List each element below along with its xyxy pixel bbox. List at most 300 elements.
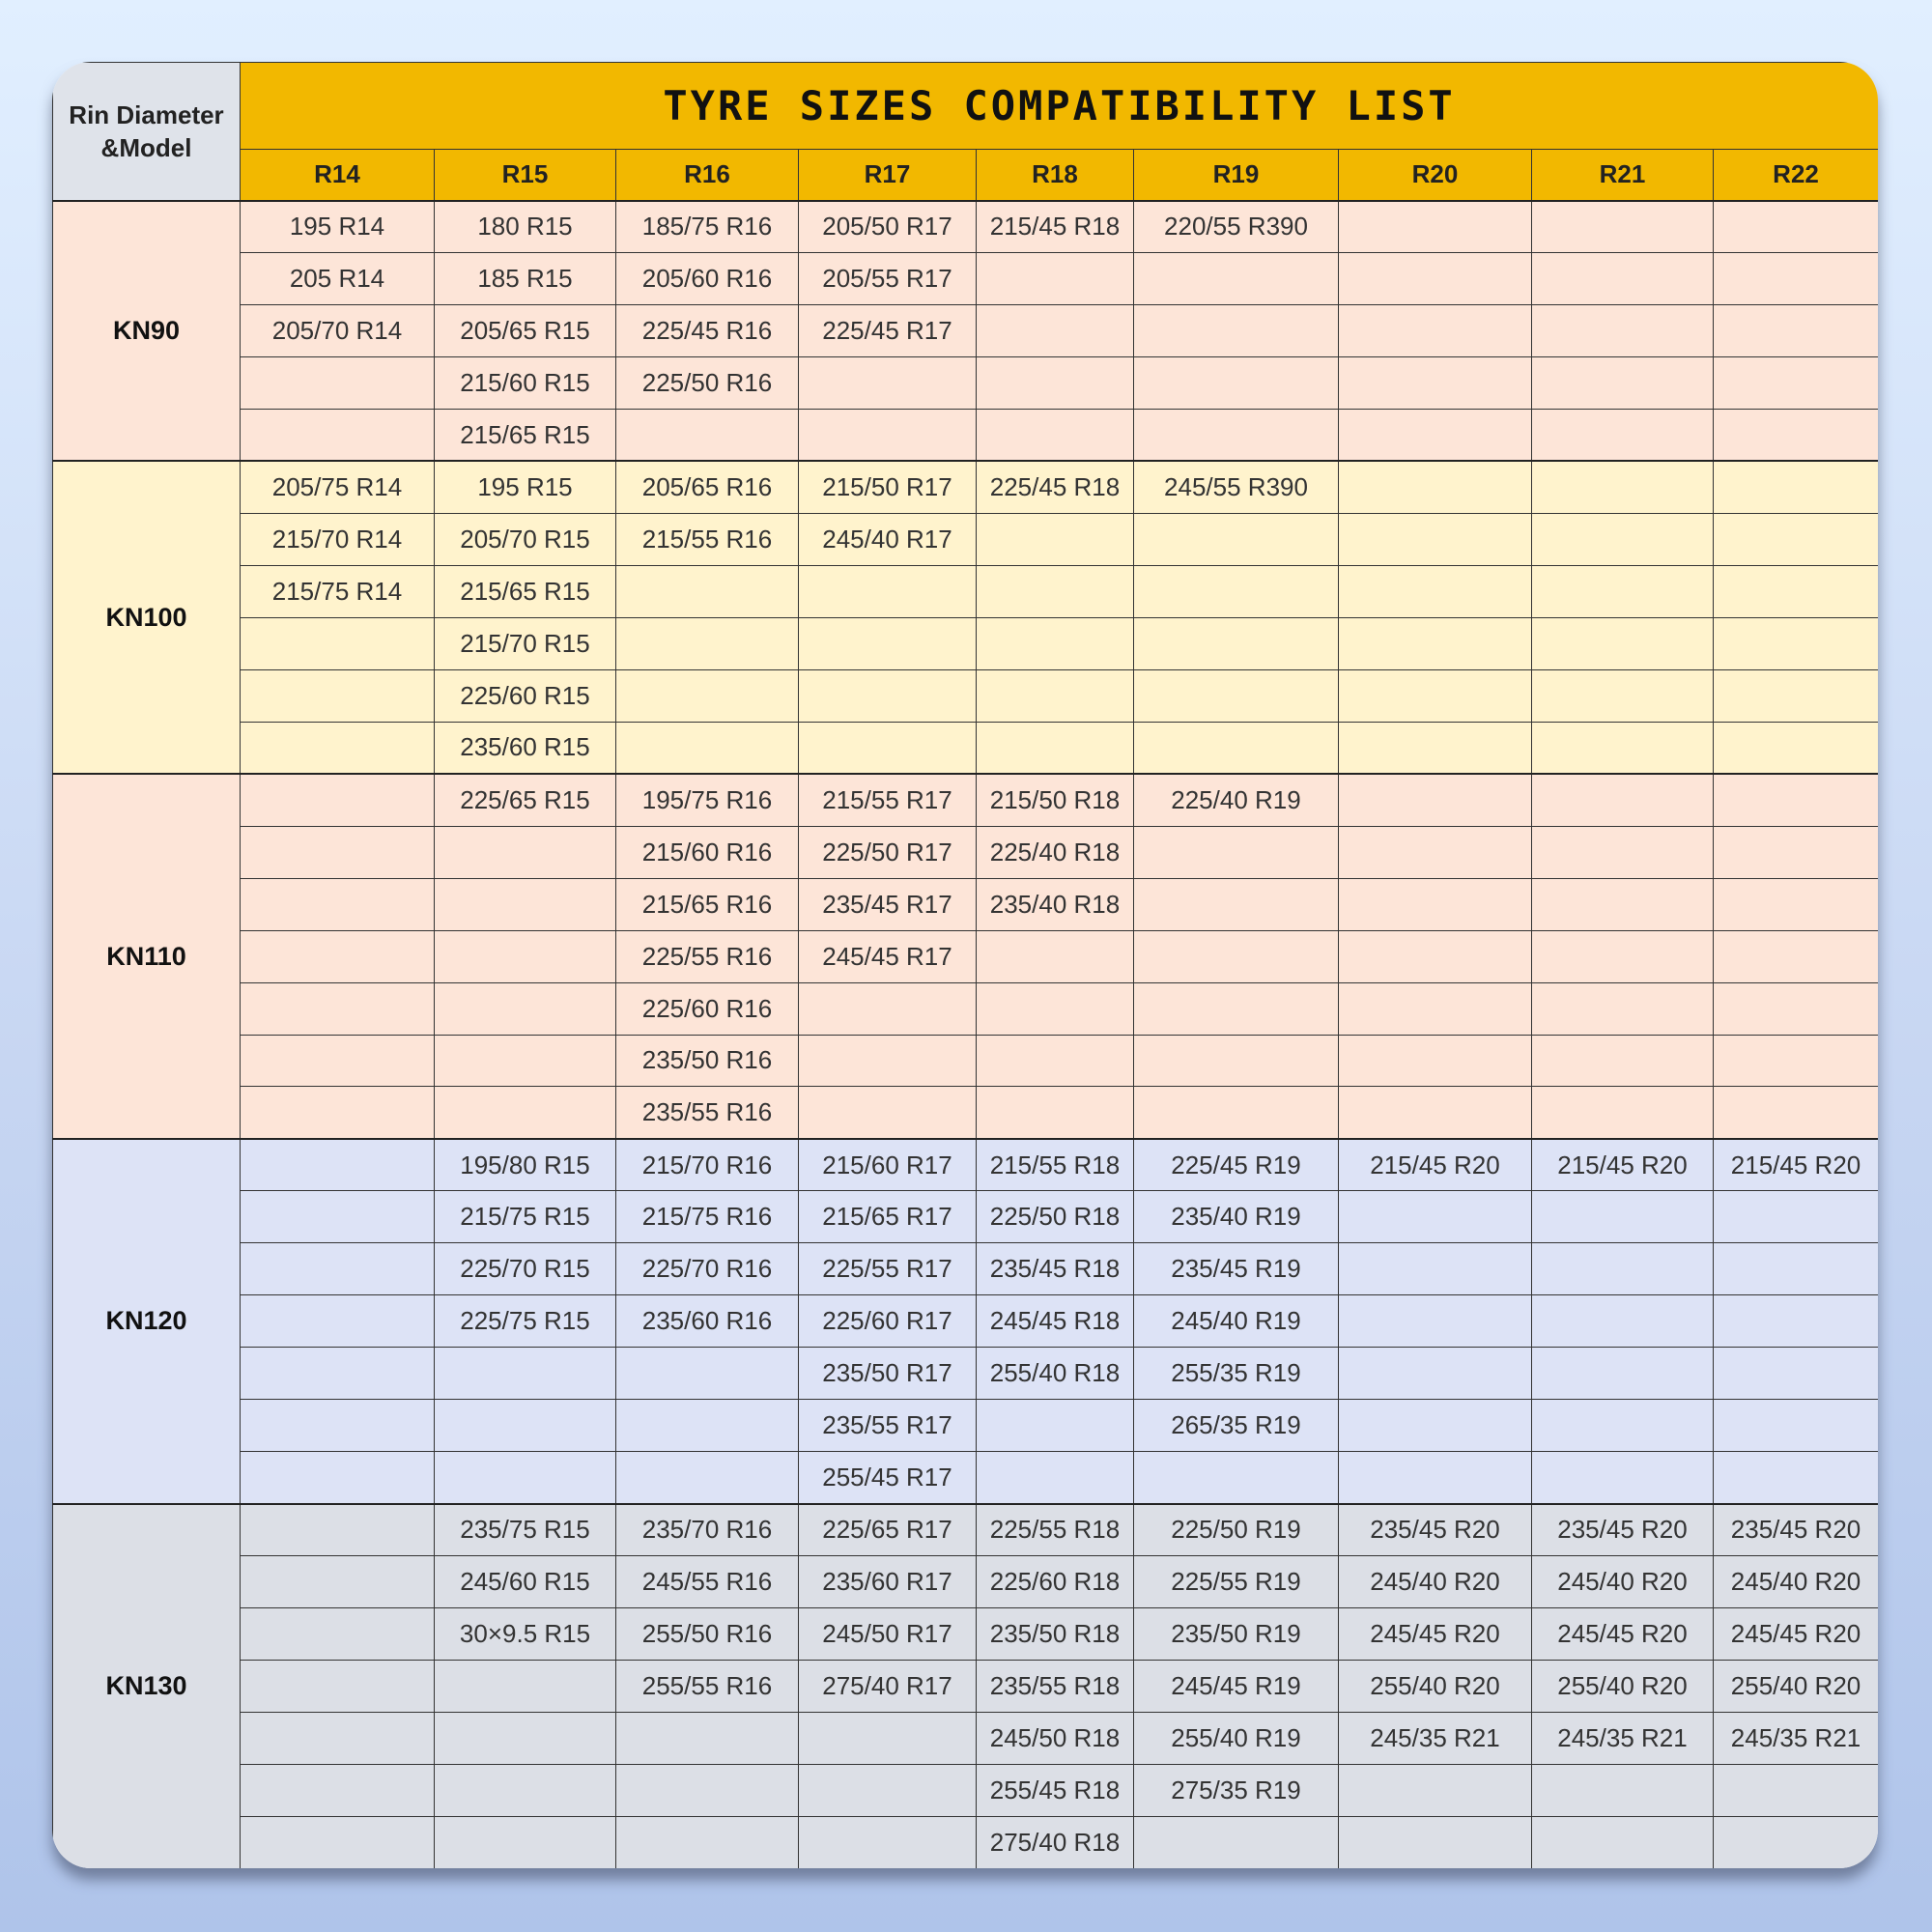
tyre-size-cell xyxy=(241,669,435,722)
tyre-size-cell: 225/70 R16 xyxy=(616,1243,799,1295)
tyre-size-cell xyxy=(1714,1243,1879,1295)
tyre-size-cell xyxy=(241,826,435,878)
tyre-size-cell xyxy=(1532,461,1714,513)
tyre-size-cell xyxy=(1339,1295,1532,1348)
tyre-size-cell xyxy=(1339,774,1532,826)
tyre-size-cell xyxy=(435,826,616,878)
tyre-size-cell: 235/45 R18 xyxy=(977,1243,1134,1295)
tyre-size-cell xyxy=(1134,1452,1339,1504)
tyre-size-cell: 245/45 R17 xyxy=(799,930,977,982)
tyre-size-cell xyxy=(1134,409,1339,461)
tyre-size-cell xyxy=(241,982,435,1035)
tyre-size-cell: 195 R14 xyxy=(241,201,435,253)
tyre-size-cell xyxy=(977,1452,1134,1504)
tyre-size-cell xyxy=(1339,617,1532,669)
tyre-size-cell xyxy=(1532,1243,1714,1295)
tyre-size-cell xyxy=(1714,1817,1879,1868)
tyre-size-cell xyxy=(1134,878,1339,930)
tyre-size-cell xyxy=(977,513,1134,565)
tyre-size-cell xyxy=(1532,1087,1714,1139)
tyre-size-cell: 265/35 R19 xyxy=(1134,1400,1339,1452)
tyre-size-cell xyxy=(799,982,977,1035)
model-kn120: KN120 xyxy=(53,1139,241,1504)
tyre-size-cell xyxy=(435,1452,616,1504)
tyre-size-cell xyxy=(1714,722,1879,774)
tyre-size-cell xyxy=(1532,409,1714,461)
tyre-size-cell: 225/55 R16 xyxy=(616,930,799,982)
tyre-size-cell: 225/60 R17 xyxy=(799,1295,977,1348)
tyre-size-cell: 215/55 R16 xyxy=(616,513,799,565)
table-row xyxy=(53,1139,1879,1191)
tyre-size-cell xyxy=(1339,1452,1532,1504)
tyre-size-cell xyxy=(977,982,1134,1035)
model-kn130: KN130 xyxy=(53,1504,241,1868)
tyre-size-cell: 225/50 R18 xyxy=(977,1191,1134,1243)
tyre-size-cell: 225/60 R16 xyxy=(616,982,799,1035)
tyre-size-cell xyxy=(1339,1087,1532,1139)
table-row xyxy=(53,1295,1879,1348)
table-row xyxy=(53,1817,1879,1868)
tyre-size-cell xyxy=(241,722,435,774)
tyre-size-cell: 195 R15 xyxy=(435,461,616,513)
tyre-size-cell: 255/40 R19 xyxy=(1134,1713,1339,1765)
tyre-size-cell xyxy=(1339,826,1532,878)
tyre-size-cell: 235/60 R17 xyxy=(799,1556,977,1608)
table-row xyxy=(53,930,1879,982)
table-row xyxy=(53,1608,1879,1661)
tyre-size-cell xyxy=(1714,1400,1879,1452)
tyre-size-cell xyxy=(1532,1348,1714,1400)
tyre-size-cell xyxy=(977,356,1134,409)
tyre-size-cell xyxy=(1532,1765,1714,1817)
tyre-size-cell xyxy=(435,1035,616,1087)
tyre-size-cell xyxy=(1339,1817,1532,1868)
tyre-size-cell: 225/45 R18 xyxy=(977,461,1134,513)
tyre-size-cell xyxy=(1339,356,1532,409)
tyre-size-cell: 225/50 R17 xyxy=(799,826,977,878)
tyre-size-cell: 235/40 R19 xyxy=(1134,1191,1339,1243)
tyre-size-cell xyxy=(241,1087,435,1139)
tyre-size-cell xyxy=(435,982,616,1035)
tyre-size-cell: 255/40 R20 xyxy=(1532,1661,1714,1713)
tyre-size-cell: 245/50 R18 xyxy=(977,1713,1134,1765)
tyre-size-cell: 255/45 R17 xyxy=(799,1452,977,1504)
model-kn90: KN90 xyxy=(53,201,241,462)
tyre-size-cell: 235/40 R18 xyxy=(977,878,1134,930)
tyre-size-cell xyxy=(616,409,799,461)
tyre-size-cell: 235/55 R18 xyxy=(977,1661,1134,1713)
tyre-size-cell xyxy=(1134,826,1339,878)
tyre-size-cell: 215/45 R20 xyxy=(1339,1139,1532,1191)
tyre-size-cell: 215/65 R16 xyxy=(616,878,799,930)
tyre-size-cell: 225/40 R18 xyxy=(977,826,1134,878)
tyre-size-cell xyxy=(616,1765,799,1817)
tyre-size-cell: 255/50 R16 xyxy=(616,1608,799,1661)
tyre-size-cell xyxy=(977,304,1134,356)
tyre-size-cell: 185 R15 xyxy=(435,252,616,304)
tyre-size-cell xyxy=(241,1400,435,1452)
table-title: TYRE SIZES COMPATIBILITY LIST xyxy=(241,63,1879,150)
tyre-size-cell: 235/75 R15 xyxy=(435,1504,616,1556)
tyre-size-cell xyxy=(1339,565,1532,617)
tyre-size-cell xyxy=(977,930,1134,982)
table-row xyxy=(53,565,1879,617)
tyre-size-cell xyxy=(1532,826,1714,878)
tyre-size-cell xyxy=(799,356,977,409)
tyre-size-cell xyxy=(1532,617,1714,669)
tyre-size-cell xyxy=(799,722,977,774)
tyre-size-cell xyxy=(1532,1295,1714,1348)
tyre-size-cell: 205/50 R17 xyxy=(799,201,977,253)
tyre-size-cell: 185/75 R16 xyxy=(616,201,799,253)
tyre-size-cell xyxy=(1134,513,1339,565)
tyre-size-cell xyxy=(241,1035,435,1087)
tyre-size-cell xyxy=(616,1817,799,1868)
tyre-size-cell: 215/70 R16 xyxy=(616,1139,799,1191)
tyre-size-cell xyxy=(616,617,799,669)
table-row xyxy=(53,1452,1879,1504)
tyre-size-cell xyxy=(799,409,977,461)
tyre-size-cell xyxy=(1339,982,1532,1035)
tyre-size-cell: 245/60 R15 xyxy=(435,1556,616,1608)
tyre-size-cell xyxy=(977,722,1134,774)
tyre-size-cell: 235/45 R20 xyxy=(1532,1504,1714,1556)
tyre-size-cell xyxy=(1714,669,1879,722)
tyre-size-cell: 225/50 R16 xyxy=(616,356,799,409)
tyre-size-cell xyxy=(1532,1400,1714,1452)
tyre-size-cell xyxy=(1714,1348,1879,1400)
rim-header-r19: R19 xyxy=(1134,150,1339,201)
tyre-size-cell xyxy=(616,1400,799,1452)
tyre-size-cell: 225/75 R15 xyxy=(435,1295,616,1348)
tyre-size-cell: 245/55 R390 xyxy=(1134,461,1339,513)
tyre-size-cell: 235/60 R15 xyxy=(435,722,616,774)
tyre-size-cell: 235/60 R16 xyxy=(616,1295,799,1348)
tyre-size-cell: 235/70 R16 xyxy=(616,1504,799,1556)
tyre-size-cell: 245/40 R17 xyxy=(799,513,977,565)
table-row xyxy=(53,982,1879,1035)
tyre-size-cell xyxy=(1339,1243,1532,1295)
tyre-size-cell: 195/80 R15 xyxy=(435,1139,616,1191)
tyre-size-cell xyxy=(241,1556,435,1608)
rim-header-r21: R21 xyxy=(1532,150,1714,201)
tyre-size-cell: 205/65 R16 xyxy=(616,461,799,513)
tyre-size-cell xyxy=(435,1087,616,1139)
tyre-size-cell xyxy=(1339,930,1532,982)
tyre-size-cell xyxy=(241,1295,435,1348)
table-row xyxy=(53,513,1879,565)
table-row xyxy=(53,722,1879,774)
tyre-size-cell: 235/55 R16 xyxy=(616,1087,799,1139)
tyre-size-cell: 225/60 R15 xyxy=(435,669,616,722)
tyre-size-cell: 215/45 R20 xyxy=(1714,1139,1879,1191)
tyre-size-cell xyxy=(241,409,435,461)
compatibility-table xyxy=(52,62,1878,1868)
tyre-size-cell: 215/60 R15 xyxy=(435,356,616,409)
tyre-size-cell: 235/45 R19 xyxy=(1134,1243,1339,1295)
model-kn100: KN100 xyxy=(53,461,241,774)
tyre-size-cell: 245/40 R20 xyxy=(1339,1556,1532,1608)
tyre-size-cell: 225/70 R15 xyxy=(435,1243,616,1295)
tyre-size-cell xyxy=(616,1348,799,1400)
table-row xyxy=(53,826,1879,878)
table-row xyxy=(53,409,1879,461)
table-row xyxy=(53,617,1879,669)
tyre-size-cell xyxy=(1134,617,1339,669)
tyre-size-cell: 215/65 R17 xyxy=(799,1191,977,1243)
tyre-size-cell xyxy=(1134,930,1339,982)
tyre-size-cell xyxy=(1339,669,1532,722)
tyre-size-cell xyxy=(1532,1035,1714,1087)
tyre-size-cell xyxy=(1339,1191,1532,1243)
tyre-size-cell xyxy=(1134,982,1339,1035)
tyre-size-cell xyxy=(616,1713,799,1765)
tyre-size-cell: 205 R14 xyxy=(241,252,435,304)
table-row xyxy=(53,1035,1879,1087)
tyre-size-cell xyxy=(1339,201,1532,253)
tyre-size-cell xyxy=(241,1243,435,1295)
tyre-size-cell xyxy=(1339,878,1532,930)
table-row xyxy=(53,201,1879,253)
tyre-size-cell: 225/40 R19 xyxy=(1134,774,1339,826)
tyre-size-cell: 215/50 R17 xyxy=(799,461,977,513)
tyre-size-cell xyxy=(1714,617,1879,669)
tyre-size-cell: 215/55 R17 xyxy=(799,774,977,826)
tyre-size-cell: 215/50 R18 xyxy=(977,774,1134,826)
tyre-size-cell: 235/50 R18 xyxy=(977,1608,1134,1661)
tyre-size-cell xyxy=(1134,304,1339,356)
tyre-size-cell xyxy=(435,1713,616,1765)
tyre-size-cell xyxy=(1532,982,1714,1035)
tyre-size-cell: 245/35 R21 xyxy=(1532,1713,1714,1765)
tyre-size-cell: 255/40 R18 xyxy=(977,1348,1134,1400)
table-row xyxy=(53,1661,1879,1713)
tyre-size-cell: 225/45 R17 xyxy=(799,304,977,356)
tyre-size-cell xyxy=(1134,722,1339,774)
tyre-size-cell xyxy=(435,1661,616,1713)
tyre-size-cell xyxy=(1714,1191,1879,1243)
tyre-size-cell: 30×9.5 R15 xyxy=(435,1608,616,1661)
tyre-size-cell xyxy=(977,565,1134,617)
tyre-size-cell xyxy=(1714,304,1879,356)
tyre-size-cell xyxy=(1714,409,1879,461)
tyre-size-cell xyxy=(1134,356,1339,409)
tyre-size-cell: 215/75 R15 xyxy=(435,1191,616,1243)
tyre-size-cell xyxy=(977,669,1134,722)
tyre-size-cell xyxy=(1339,722,1532,774)
tyre-size-cell xyxy=(1532,252,1714,304)
tyre-size-cell xyxy=(241,930,435,982)
tyre-size-cell: 275/40 R18 xyxy=(977,1817,1134,1868)
table-row xyxy=(53,669,1879,722)
tyre-size-cell xyxy=(1339,304,1532,356)
tyre-size-cell xyxy=(1714,1765,1879,1817)
tyre-size-cell xyxy=(1532,201,1714,253)
tyre-size-cell xyxy=(799,1713,977,1765)
table-row xyxy=(53,1556,1879,1608)
tyre-size-cell: 225/45 R19 xyxy=(1134,1139,1339,1191)
tyre-size-cell xyxy=(1714,356,1879,409)
tyre-size-cell xyxy=(241,1504,435,1556)
tyre-size-cell xyxy=(241,774,435,826)
table-row xyxy=(53,1243,1879,1295)
tyre-size-cell xyxy=(1532,669,1714,722)
tyre-size-cell: 255/40 R20 xyxy=(1714,1661,1879,1713)
rim-header-r22: R22 xyxy=(1714,150,1879,201)
tyre-size-cell xyxy=(977,1087,1134,1139)
tyre-size-cell xyxy=(1532,356,1714,409)
tyre-size-cell xyxy=(799,1817,977,1868)
rim-header-r15: R15 xyxy=(435,150,616,201)
table-row xyxy=(53,1348,1879,1400)
corner-label: Rin Diameter &Model xyxy=(69,99,224,162)
tyre-size-cell xyxy=(241,1608,435,1661)
tyre-size-cell: 275/40 R17 xyxy=(799,1661,977,1713)
tyre-size-cell: 215/65 R15 xyxy=(435,565,616,617)
table-row xyxy=(53,1765,1879,1817)
tyre-size-cell: 215/70 R15 xyxy=(435,617,616,669)
tyre-size-cell xyxy=(1532,930,1714,982)
tyre-size-cell xyxy=(1714,774,1879,826)
tyre-size-cell: 245/35 R21 xyxy=(1339,1713,1532,1765)
tyre-size-cell: 235/50 R17 xyxy=(799,1348,977,1400)
tyre-size-cell: 245/55 R16 xyxy=(616,1556,799,1608)
tyre-size-cell: 245/40 R19 xyxy=(1134,1295,1339,1348)
tyre-size-cell xyxy=(1339,1400,1532,1452)
table-row xyxy=(53,1504,1879,1556)
tyre-size-cell xyxy=(977,617,1134,669)
tyre-size-cell xyxy=(1714,252,1879,304)
tyre-size-cell xyxy=(1532,1452,1714,1504)
tyre-size-cell xyxy=(1134,1087,1339,1139)
tyre-size-cell xyxy=(1714,1035,1879,1087)
corner-header xyxy=(53,63,241,201)
tyre-size-cell xyxy=(1339,409,1532,461)
tyre-size-cell xyxy=(977,252,1134,304)
tyre-size-cell xyxy=(1532,1191,1714,1243)
tyre-size-cell xyxy=(1714,201,1879,253)
tyre-size-cell: 245/40 R20 xyxy=(1714,1556,1879,1608)
tyre-size-cell xyxy=(435,930,616,982)
tyre-size-cell xyxy=(1134,252,1339,304)
tyre-size-cell xyxy=(1339,1035,1532,1087)
tyre-size-cell xyxy=(435,1348,616,1400)
tyre-size-cell: 215/75 R16 xyxy=(616,1191,799,1243)
rim-header-r20: R20 xyxy=(1339,150,1532,201)
tyre-size-cell xyxy=(241,1452,435,1504)
compatibility-card xyxy=(52,62,1878,1868)
tyre-size-cell: 245/45 R20 xyxy=(1339,1608,1532,1661)
tyre-size-cell: 195/75 R16 xyxy=(616,774,799,826)
tyre-size-cell xyxy=(241,617,435,669)
tyre-size-cell xyxy=(241,1139,435,1191)
tyre-size-cell: 205/75 R14 xyxy=(241,461,435,513)
tyre-size-cell xyxy=(977,1400,1134,1452)
tyre-size-cell xyxy=(241,1191,435,1243)
tyre-size-cell xyxy=(435,1400,616,1452)
table-row xyxy=(53,1087,1879,1139)
tyre-size-cell xyxy=(1714,1452,1879,1504)
tyre-size-cell xyxy=(1339,461,1532,513)
tyre-size-cell xyxy=(1532,513,1714,565)
tyre-size-cell: 215/70 R14 xyxy=(241,513,435,565)
table-row xyxy=(53,1400,1879,1452)
tyre-size-cell xyxy=(241,1661,435,1713)
tyre-size-cell xyxy=(241,1348,435,1400)
tyre-size-cell: 215/65 R15 xyxy=(435,409,616,461)
tyre-size-cell xyxy=(1339,513,1532,565)
tyre-size-cell: 180 R15 xyxy=(435,201,616,253)
tyre-size-cell: 215/55 R18 xyxy=(977,1139,1134,1191)
tyre-size-cell xyxy=(1714,1295,1879,1348)
tyre-size-cell xyxy=(799,617,977,669)
tyre-size-cell xyxy=(1134,669,1339,722)
table-row xyxy=(53,1713,1879,1765)
tyre-size-cell: 205/70 R15 xyxy=(435,513,616,565)
tyre-size-cell xyxy=(799,669,977,722)
tyre-size-cell: 225/45 R16 xyxy=(616,304,799,356)
tyre-size-cell: 205/65 R15 xyxy=(435,304,616,356)
tyre-size-cell xyxy=(1714,1087,1879,1139)
table-row xyxy=(53,304,1879,356)
tyre-size-cell: 215/60 R16 xyxy=(616,826,799,878)
tyre-size-cell xyxy=(799,1087,977,1139)
tyre-size-cell xyxy=(241,878,435,930)
rim-header-r14: R14 xyxy=(241,150,435,201)
tyre-size-cell: 255/35 R19 xyxy=(1134,1348,1339,1400)
tyre-size-cell xyxy=(1134,565,1339,617)
tyre-size-cell xyxy=(799,1765,977,1817)
tyre-size-cell xyxy=(616,565,799,617)
tyre-size-cell xyxy=(435,878,616,930)
table-row xyxy=(53,356,1879,409)
tyre-size-cell: 225/65 R15 xyxy=(435,774,616,826)
tyre-size-cell: 225/55 R19 xyxy=(1134,1556,1339,1608)
tyre-size-cell xyxy=(1714,513,1879,565)
tyre-size-cell: 205/70 R14 xyxy=(241,304,435,356)
table-row xyxy=(53,252,1879,304)
tyre-size-cell xyxy=(1714,826,1879,878)
tyre-size-cell xyxy=(1714,982,1879,1035)
tyre-size-cell xyxy=(241,356,435,409)
tyre-size-cell: 220/55 R390 xyxy=(1134,201,1339,253)
tyre-size-cell: 225/65 R17 xyxy=(799,1504,977,1556)
tyre-size-cell xyxy=(435,1765,616,1817)
tyre-size-cell: 225/60 R18 xyxy=(977,1556,1134,1608)
tyre-size-cell: 245/40 R20 xyxy=(1532,1556,1714,1608)
tyre-size-cell: 235/45 R20 xyxy=(1714,1504,1879,1556)
tyre-size-cell xyxy=(1532,722,1714,774)
tyre-size-cell: 215/45 R20 xyxy=(1532,1139,1714,1191)
tyre-size-cell: 255/45 R18 xyxy=(977,1765,1134,1817)
tyre-size-cell xyxy=(1714,930,1879,982)
tyre-size-cell xyxy=(616,669,799,722)
tyre-size-cell: 225/55 R17 xyxy=(799,1243,977,1295)
tyre-size-cell: 255/40 R20 xyxy=(1339,1661,1532,1713)
tyre-size-cell xyxy=(1714,878,1879,930)
table-row xyxy=(53,1191,1879,1243)
tyre-size-cell: 255/55 R16 xyxy=(616,1661,799,1713)
tyre-size-cell: 245/50 R17 xyxy=(799,1608,977,1661)
tyre-size-cell xyxy=(799,1035,977,1087)
tyre-size-cell: 205/55 R17 xyxy=(799,252,977,304)
tyre-size-cell xyxy=(1339,252,1532,304)
tyre-size-cell xyxy=(1532,878,1714,930)
rim-header-r18: R18 xyxy=(977,150,1134,201)
tyre-size-cell: 225/50 R19 xyxy=(1134,1504,1339,1556)
tyre-size-cell xyxy=(977,409,1134,461)
tyre-size-cell xyxy=(1134,1035,1339,1087)
